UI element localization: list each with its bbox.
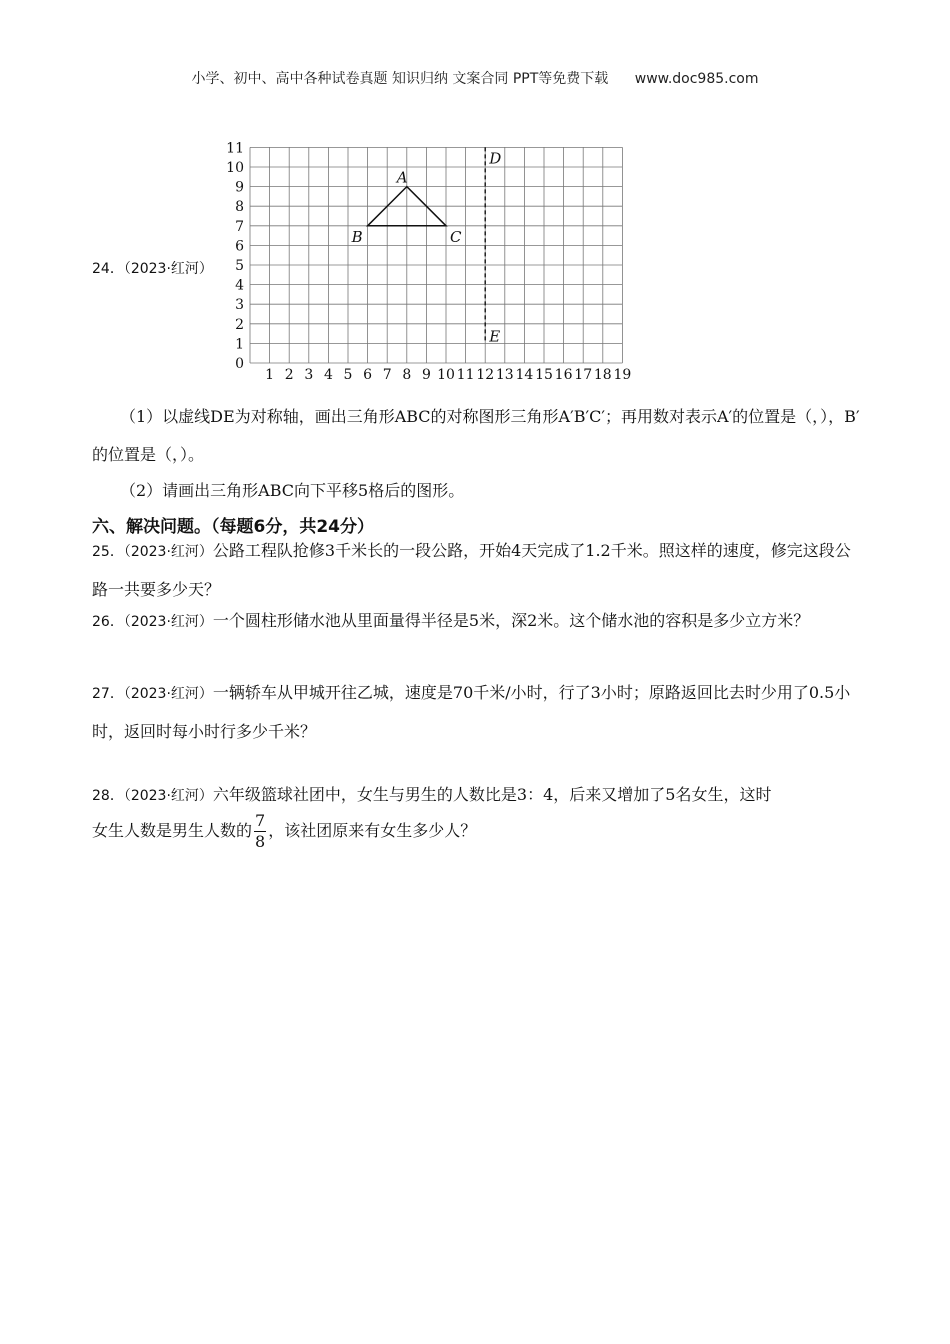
x-tick-label: 5 (343, 367, 353, 383)
question-28-line2 (92, 808, 862, 854)
x-tick-label: 3 (304, 367, 314, 383)
x-tick-label: 16 (554, 367, 573, 383)
y-tick-label: 0 (235, 356, 244, 372)
x-tick-label: 9 (421, 367, 431, 383)
fraction (254, 811, 266, 852)
x-tick-label: 13 (495, 367, 514, 383)
x-tick-label: 2 (284, 367, 294, 383)
y-tick-label: 7 (235, 218, 244, 235)
question-number: 28． (92, 788, 124, 804)
y-tick-label: 10 (226, 160, 244, 176)
y-tick-label: 4 (235, 277, 244, 294)
x-tick-label: 14 (515, 367, 534, 383)
x-tick-label: 6 (363, 367, 373, 383)
question-text-c: ，该社团原来有女生多少人？ (268, 821, 477, 840)
x-tick-label: 4 (323, 367, 333, 383)
x-tick-label: 17 (574, 367, 593, 383)
question-text-b: 女生人数是男生人数的 (92, 821, 253, 840)
question-number: 26． (92, 614, 124, 630)
coordinate-grid (220, 138, 640, 383)
question-number: 27． (92, 686, 124, 702)
x-tick-label: 19 (613, 367, 632, 383)
x-tick-label: 15 (535, 367, 553, 383)
question-source: （2023·红河） (123, 614, 213, 630)
x-tick-label: 1 (265, 367, 275, 383)
y-tick-label: 1 (235, 336, 244, 353)
x-tick-label: 7 (382, 367, 392, 383)
page-header (0, 68, 950, 88)
vertex-label: B (351, 227, 363, 246)
header-site: www.doc985.com (634, 71, 759, 87)
x-tick-label: 10 (437, 367, 455, 383)
y-tick-label: 3 (235, 297, 244, 314)
vertex-label: A (396, 168, 408, 187)
x-tick-label: 8 (402, 367, 412, 383)
x-tick-label: 11 (456, 367, 475, 383)
y-tick-label: 5 (235, 258, 244, 274)
axis-label-e: E (489, 327, 501, 346)
x-tick-label: 18 (593, 367, 612, 383)
fraction-numerator: 7 (255, 811, 266, 830)
question-26 (92, 602, 862, 641)
question-text: 一辆轿车从甲城开往乙城，速度是70千米/小时，行了3小时；原路返回比去时少用了0.5小时，返回时每小时行多少千米？ (92, 683, 851, 741)
fraction-denominator: 8 (255, 832, 266, 851)
question-27 (92, 674, 862, 751)
section-title: 六、解决问题。（每题6分，共24分） (92, 517, 374, 537)
question-24-part1: （1）以虚线DE为对称轴，画出三角形ABC的对称图形三角形A′B′C′；再用数对表示A′的位置是（，），B′的位置是（，）。 (92, 407, 860, 464)
y-tick-label: 2 (235, 316, 244, 333)
y-tick-label: 9 (235, 179, 244, 196)
x-tick-label: 12 (476, 367, 495, 383)
vertex-label: C (450, 227, 462, 246)
y-tick-label: 6 (235, 238, 244, 255)
question-source: （2023·红河） (123, 788, 213, 804)
question-number: 25． (92, 544, 124, 560)
question-source: （2023·红河） (123, 686, 213, 702)
y-tick-label: 8 (235, 199, 244, 216)
question-source: （2023·红河） (123, 544, 213, 560)
question-25 (92, 532, 862, 609)
question-24-number: 24．（2023·红河） (92, 261, 213, 277)
header-text: 小学、初中、高中各种试卷真题 知识归纳 文案合同 PPT等免费下载 (191, 71, 609, 87)
question-24-part2: （2）请画出三角形ABC向下平移5格后的图形。 (120, 481, 465, 500)
axis-label-d: D (489, 149, 502, 168)
question-text: 公路工程队抢修3千米长的一段公路，开始4天完成了1.2千米。照这样的速度，修完这段公路一共要多少天？ (92, 541, 851, 599)
y-tick-label: 11 (226, 140, 244, 157)
question-text: 一个圆柱形储水池从里面量得半径是5米，深2米。这个储水池的容积是多少立方米？ (212, 611, 810, 630)
question-text-a: 六年级篮球社团中，女生与男生的人数比是3：4，后来又增加了5名女生，这时 (212, 785, 772, 804)
